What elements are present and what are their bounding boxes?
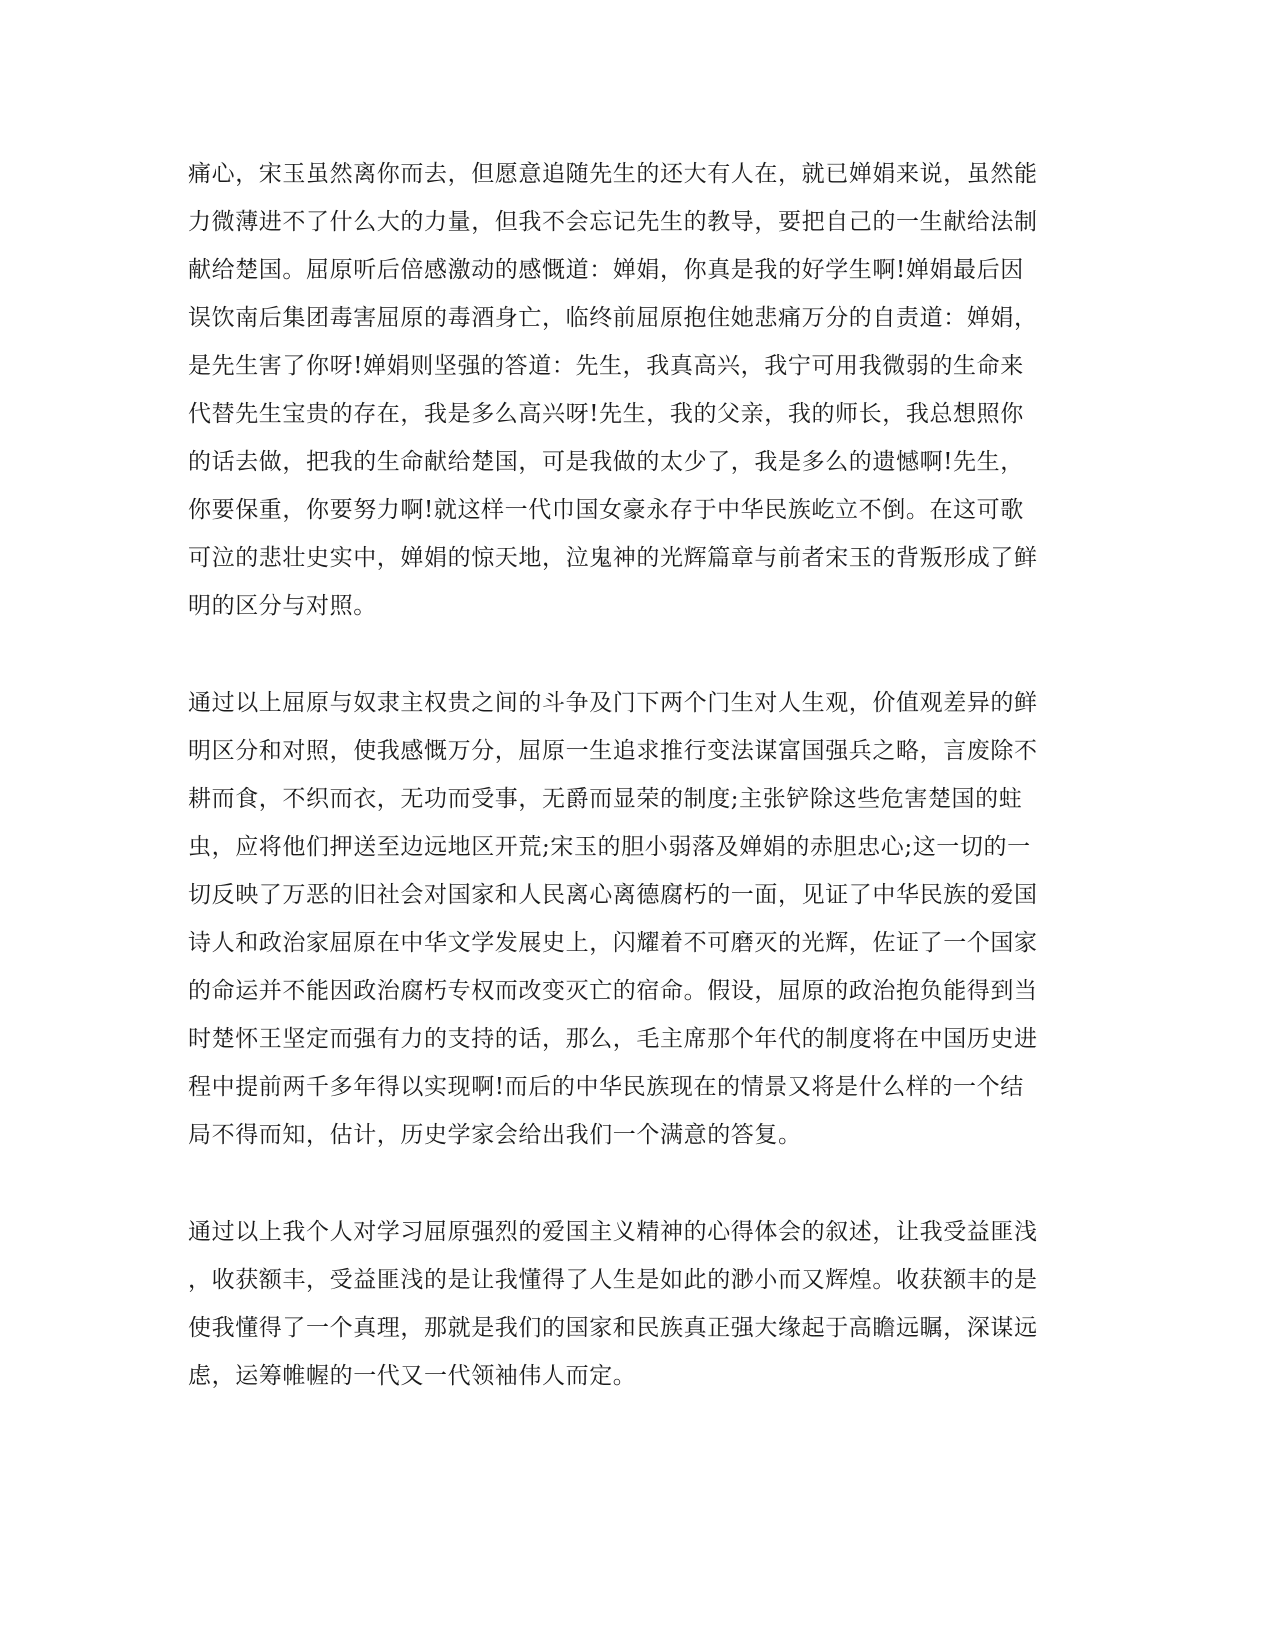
paragraph-spacer bbox=[188, 630, 1088, 679]
text-line: 可泣的悲壮史实中，婵娟的惊天地，泣鬼神的光辉篇章与前者宋玉的背叛形成了鲜 bbox=[188, 545, 1038, 571]
text-line: 通过以上屈原与奴隶主权贵之间的斗争及门下两个门生对人生观，价值观差异的鲜 bbox=[188, 690, 1038, 716]
text-line: 使我懂得了一个真理，那就是我们的国家和民族真正强大缘起于高瞻远瞩，深谋远 bbox=[188, 1315, 1038, 1341]
text-line: 程中提前两千多年得以实现啊!而后的中华民族现在的情景又将是什么样的一个结 bbox=[188, 1074, 1024, 1100]
text-line: 明的区分与对照。 bbox=[188, 593, 377, 619]
text-line: 力微薄进不了什么大的力量，但我不会忘记先生的教导，要把自己的一生献给法制 bbox=[188, 209, 1038, 235]
text-line: 代替先生宝贵的存在，我是多么高兴呀!先生，我的父亲，我的师长，我总想照你 bbox=[188, 401, 1024, 427]
text-line: 是先生害了你呀!婵娟则坚强的答道：先生，我真高兴，我宁可用我微弱的生命来 bbox=[188, 353, 1024, 379]
text-line: 诗人和政治家屈原在中华文学发展史上，闪耀着不可磨灭的光辉，佐证了一个国家 bbox=[188, 930, 1038, 956]
text-line: 明区分和对照，使我感慨万分，屈原一生追求推行变法谋富国强兵之略，言废除不 bbox=[188, 738, 1038, 764]
document-body bbox=[188, 150, 1088, 1400]
text-line: 虑，运筹帷幄的一代又一代领袖伟人而定。 bbox=[188, 1363, 637, 1389]
text-line: 的命运并不能因政治腐朽专权而改变灭亡的宿命。假设，屈原的政治抱负能得到当 bbox=[188, 978, 1038, 1004]
text-line: 误饮南后集团毒害屈原的毒酒身亡，临终前屈原抱住她悲痛万分的自责道：婵娟， bbox=[188, 305, 1038, 331]
text-line: 切反映了万恶的旧社会对国家和人民离心离德腐朽的一面，见证了中华民族的爱国 bbox=[188, 882, 1038, 908]
paragraph-2 bbox=[188, 679, 1088, 1159]
text-line: 虫，应将他们押送至边远地区开荒;宋玉的胆小弱落及婵娟的赤胆忠心;这一切的一 bbox=[188, 834, 1031, 860]
paragraph-spacer bbox=[188, 1159, 1088, 1208]
text-line: 耕而食，不织而衣，无功而受事，无爵而显荣的制度;主张铲除这些危害楚国的蛀 bbox=[188, 786, 1023, 812]
text-line: 局不得而知，估计，历史学家会给出我们一个满意的答复。 bbox=[188, 1122, 802, 1148]
text-line: 时楚怀王坚定而强有力的支持的话，那么，毛主席那个年代的制度将在中国历史进 bbox=[188, 1026, 1038, 1052]
paragraph-3 bbox=[188, 1208, 1088, 1400]
paragraph-1 bbox=[188, 150, 1088, 630]
text-line: 通过以上我个人对学习屈原强烈的爱国主义精神的心得体会的叙述，让我受益匪浅 bbox=[188, 1219, 1038, 1245]
text-line: ，收获额丰，受益匪浅的是让我懂得了人生是如此的渺小而又辉煌。收获额丰的是 bbox=[188, 1267, 1038, 1293]
text-line: 献给楚国。屈原听后倍感激动的感慨道：婵娟，你真是我的好学生啊!婵娟最后因 bbox=[188, 257, 1024, 283]
text-line: 你要保重，你要努力啊!就这样一代巾国女豪永存于中华民族屹立不倒。在这可歌 bbox=[188, 497, 1024, 523]
text-line: 的话去做，把我的生命献给楚国，可是我做的太少了，我是多么的遗憾啊!先生， bbox=[188, 449, 1024, 475]
text-line: 痛心，宋玉虽然离你而去，但愿意追随先生的还大有人在，就已婵娟来说，虽然能 bbox=[188, 161, 1038, 187]
